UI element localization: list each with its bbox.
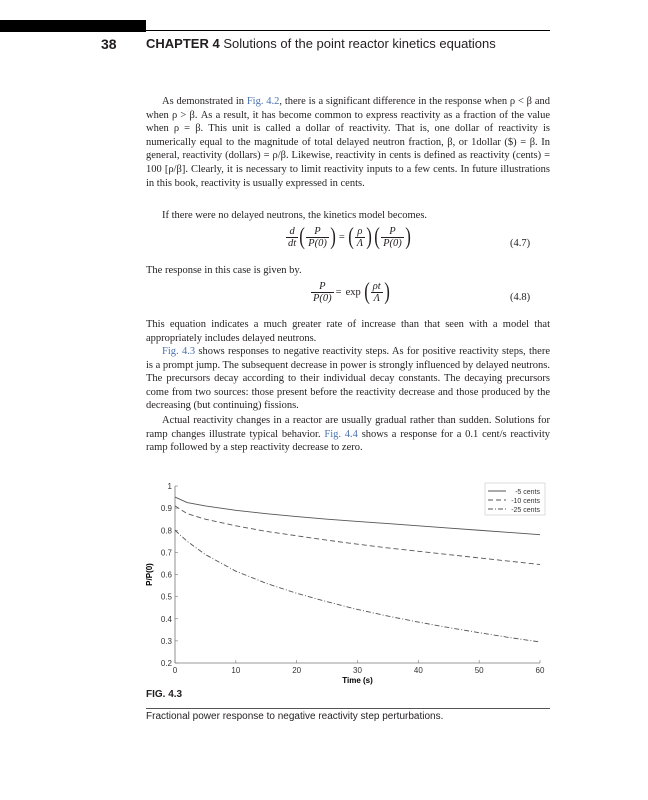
paragraph-4 xyxy=(146,318,550,345)
eq47-frac-left xyxy=(306,226,329,249)
chapter-title: Solutions of the point reactor kinetics equations xyxy=(223,36,496,51)
y-tick-label: 0.7 xyxy=(160,548,172,558)
eq48-lambda: Λ xyxy=(373,292,380,304)
y-tick-label: 0.4 xyxy=(160,614,172,624)
y-tick-label: 1 xyxy=(167,482,172,491)
x-tick-label: 30 xyxy=(353,666,362,675)
eq48-frac xyxy=(311,281,334,304)
legend-label-1: -5 cents xyxy=(515,489,540,496)
equation-number-4-8: (4.8) xyxy=(510,292,531,303)
legend-label-2: -10 cents xyxy=(511,498,540,505)
figure-rule xyxy=(146,708,550,709)
x-tick-label: 50 xyxy=(474,666,484,675)
eq47-equals: = xyxy=(338,231,345,243)
eq48-P: P xyxy=(311,281,334,293)
paragraph-5 xyxy=(146,345,550,413)
header-bar xyxy=(0,20,146,32)
eq47-rho-lambda xyxy=(355,226,365,249)
x-tick-label: 20 xyxy=(292,666,302,675)
eq47-P: P xyxy=(306,226,329,238)
y-tick-label: 0.2 xyxy=(160,659,172,668)
eq48-equals: = xyxy=(335,286,342,298)
chapter-label: CHAPTER 4 xyxy=(146,36,220,51)
x-tick-label: 60 xyxy=(535,666,545,675)
chart-legend xyxy=(485,483,545,515)
y-tick-label: 0.9 xyxy=(160,504,172,514)
header-rule xyxy=(146,30,550,31)
p6-text-b: shows a response for a 0.1 cent/s reactivity ramp followed by a step reactivity decrease to zero. xyxy=(146,428,551,454)
fig-4-3-link[interactable]: Fig. 4.3 xyxy=(162,346,196,357)
eq47-derivative xyxy=(286,226,298,249)
eq47-P0-right: P(0) xyxy=(383,237,402,249)
eq47-frac-right xyxy=(381,226,404,249)
eq48-rhot: ρt xyxy=(372,280,381,292)
paragraph-6 xyxy=(146,414,550,455)
x-tick-label: 40 xyxy=(413,666,423,675)
p4-text: This equation indicates a much greater rate of increase than that seen with a model that appropriately includes delayed neutrons. xyxy=(146,319,550,344)
p5-text: shows responses to negative reactivity steps. As for positive reactivity steps, there is a prompt jump. The subsequent decrease in power is strongly influenced by delayed neutrons. The precursors decay according to their individual decay constants. The decaying precursors come from two sources: those present before the reactivity decrease and those produced by the decreasing (but continuing) fissions. xyxy=(146,346,550,412)
eq47-rho: ρ xyxy=(355,226,365,238)
eq48-rhot-lambda xyxy=(371,281,383,304)
eq47-lambda: Λ xyxy=(356,237,364,249)
chart-series xyxy=(175,497,540,642)
series-line-3 xyxy=(175,530,540,642)
figure-caption: Fractional power response to negative reactivity step perturbations. xyxy=(146,711,444,722)
eq48-exp: exp xyxy=(345,286,361,298)
figure-label: FIG. 4.3 xyxy=(146,689,183,700)
eq47-dt: dt xyxy=(288,237,297,249)
eq47-P0: P(0) xyxy=(308,237,327,249)
p6-text-a: Actual reactivity changes in a reactor are usually gradual rather than sudden. Solutions for ramp changes illustrate typical behavior. xyxy=(146,415,550,440)
p1-text-b: , there is a significant difference in the response when ρ < β and when ρ > β. As a result, it has become common to express reactivity as a fraction of the value when ρ = β. This unit is called a dollar of reactivity. That is, one dollar of reactivity is numerically equal to the magnitude of total delayed neutron fraction, β, or 1dollar ($) = β. In general, reactivity (dollars) = ρ/β. Likewise, reactivity in cents is defined as reactivity (cents) = 100 [ρ/β]. Clearly, it is necessary to limit reactivity inputs to a few cents. In future illustrations in this book, reactivity is usually expressed in cents. xyxy=(146,96,550,189)
y-tick-label: 0.3 xyxy=(160,636,172,646)
fig-4-2-link[interactable]: Fig. 4.2 xyxy=(246,96,280,107)
equation-number-4-7: (4.7) xyxy=(510,238,531,249)
paragraph-2 xyxy=(146,209,550,223)
y-tick-label: 0.6 xyxy=(160,570,172,580)
equation-4-7: $\frac{d}{dt}$ ( $\frac{P}{P(0)}$ ) = ( $\frac{\rho}{\Lambda}$ ) ( $\frac{P}{P(0)}$ ) xyxy=(288,224,411,250)
x-tick-label: 0 xyxy=(172,666,178,675)
power-response-chart xyxy=(140,478,550,688)
p1-text-a: As demonstrated in xyxy=(162,96,247,107)
paragraph-3 xyxy=(146,264,550,278)
chapter-heading xyxy=(146,36,496,51)
eq48-P0: P(0) xyxy=(313,292,332,304)
y-axis-label: P/P(0) xyxy=(145,563,154,586)
eq47-P-right: P xyxy=(381,226,404,238)
x-axis-label: Time (s) xyxy=(342,676,373,685)
paragraph-1 xyxy=(146,95,550,190)
eq47-d: d xyxy=(286,226,298,238)
y-tick-label: 0.5 xyxy=(160,592,172,602)
x-tick-label: 10 xyxy=(231,666,241,675)
legend-label-3: -25 cents xyxy=(511,507,540,514)
fig-4-4-link[interactable]: Fig. 4.4 xyxy=(324,428,358,440)
equation-4-8: $\frac{P}{P(0)}$ = exp ( $\frac{\rho t}{\Lambda}$ ) xyxy=(313,279,390,305)
p2-text: If there were no delayed neutrons, the kinetics model becomes. xyxy=(162,210,428,221)
p3-text: The response in this case is given by. xyxy=(146,265,302,276)
y-tick-label: 0.8 xyxy=(160,526,172,536)
page-number: 38 xyxy=(101,36,117,52)
